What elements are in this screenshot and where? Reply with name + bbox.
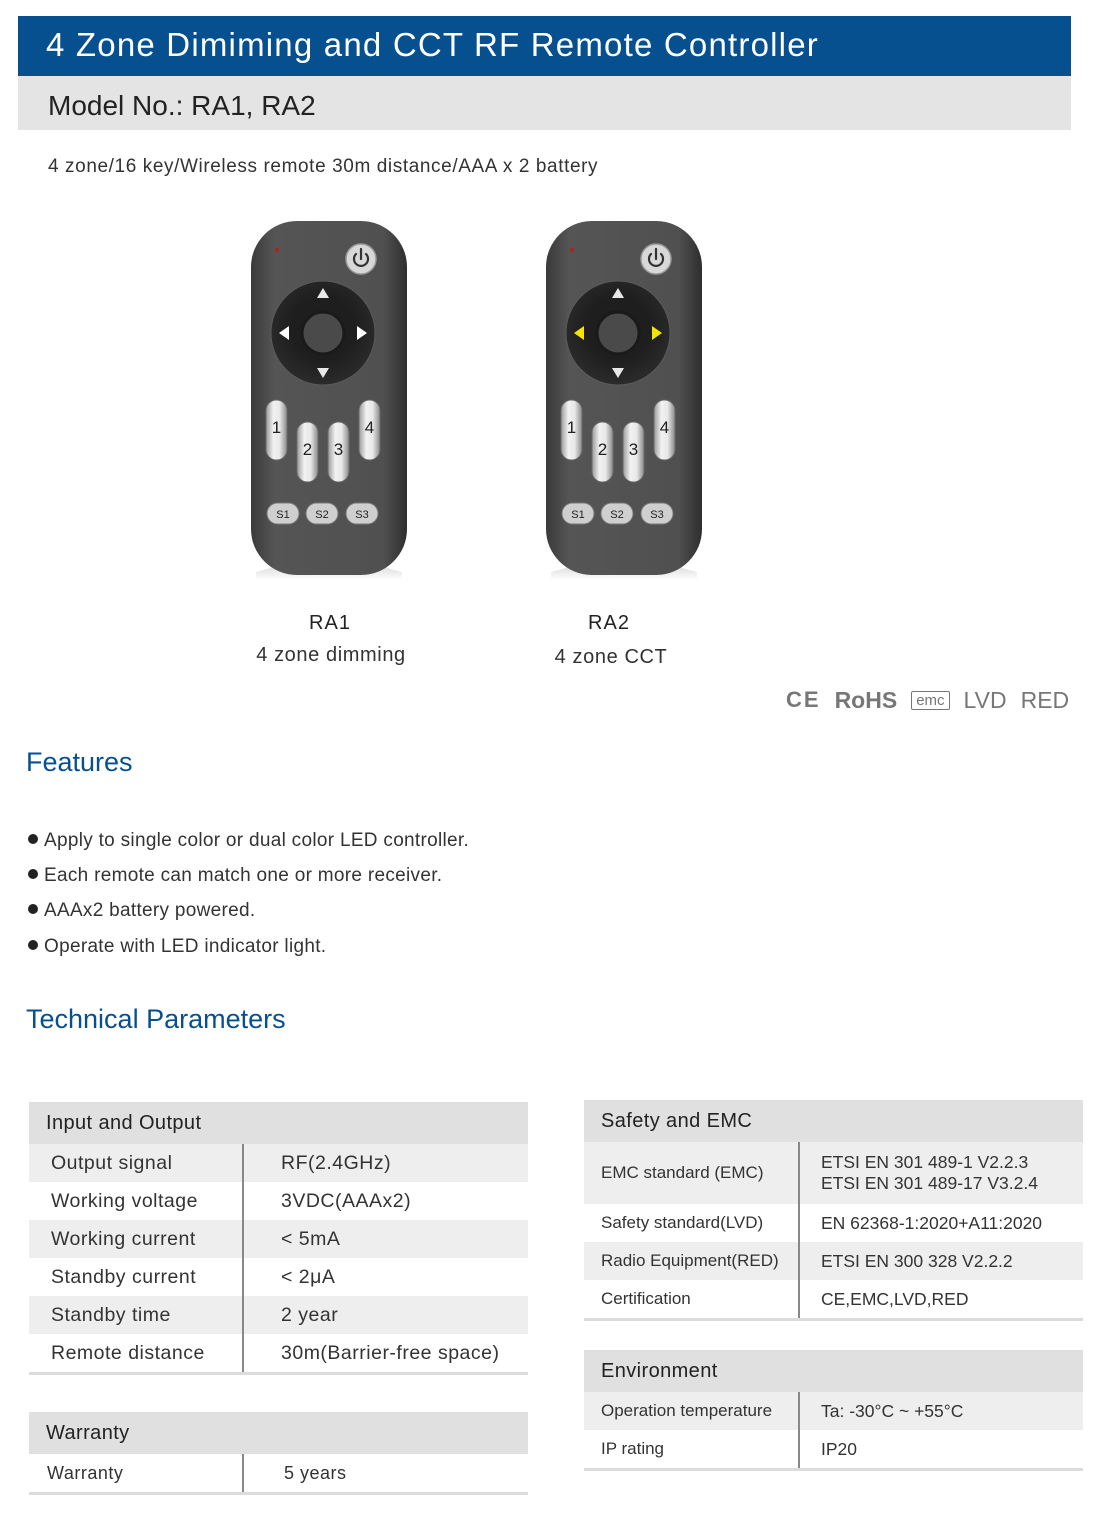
table-row: Operation temperature Ta: -30°C ~ +55°C — [584, 1392, 1083, 1430]
model-number: Model No.: RA1, RA2 — [48, 90, 316, 121]
table-row: Output signal RF(2.4GHz) — [29, 1144, 528, 1182]
ce-mark: CE — [786, 687, 821, 712]
feature-item: AAAx2 battery powered. — [28, 900, 256, 922]
table-row: Safety standard(LVD) EN 62368-1:2020+A11:2020 — [584, 1204, 1083, 1242]
technical-parameters-heading: Technical Parameters — [26, 1004, 286, 1034]
remote-ra2-image — [545, 220, 703, 580]
warranty-table — [29, 1412, 528, 1496]
safety-emc-title: Safety and EMC — [584, 1100, 1083, 1142]
lvd-mark: LVD — [963, 686, 1007, 713]
table-bottom-rule — [584, 1318, 1083, 1321]
zone-key-label: 1 — [566, 418, 577, 437]
remote-svg — [545, 220, 703, 580]
center-button — [597, 312, 639, 354]
led-indicator-icon — [275, 248, 279, 252]
table-row: IP rating IP20 — [584, 1430, 1083, 1468]
table-bottom-rule — [584, 1468, 1083, 1471]
red-mark: RED — [1020, 686, 1070, 713]
scene-key-label: S2 — [315, 509, 329, 521]
zone-key-label: 1 — [271, 418, 282, 437]
table-row: Certification CE,EMC,LVD,RED — [584, 1280, 1083, 1318]
bullet-icon — [28, 904, 38, 914]
bullet-icon — [28, 834, 38, 844]
remote-ra2-description: 4 zone CCT — [554, 646, 668, 668]
zone-key-label: 3 — [628, 440, 639, 459]
bullet-icon — [28, 940, 38, 950]
table-bottom-rule — [29, 1372, 528, 1375]
center-button — [302, 312, 344, 354]
environment-table — [584, 1350, 1083, 1474]
table-bottom-rule — [29, 1492, 528, 1495]
scene-key-label: S1 — [571, 509, 585, 521]
title-bar — [18, 16, 1071, 76]
remote-ra1-name: RA1 — [309, 612, 351, 634]
table-row: EMC standard (EMC) ETSI EN 301 489-1 V2.2.3 ETSI EN 301 489-17 V3.2.4 — [584, 1142, 1083, 1204]
column-divider — [798, 1392, 800, 1468]
safety-emc-table — [584, 1100, 1083, 1324]
feature-item: Apply to single color or dual color LED controller. — [28, 830, 469, 852]
features-heading: Features — [26, 747, 133, 777]
table-row: Standby current < 2μA — [29, 1258, 528, 1296]
feature-item: Operate with LED indicator light. — [28, 936, 326, 958]
zone-key-label: 3 — [333, 440, 344, 459]
certification-marks — [786, 684, 1069, 716]
table-row: Radio Equipment(RED) ETSI EN 300 328 V2.2.2 — [584, 1242, 1083, 1280]
scene-key-label: S3 — [355, 509, 369, 521]
product-summary: 4 zone/16 key/Wireless remote 30m distance/AAA x 2 battery — [48, 156, 599, 177]
table-row: Warranty 5 years — [29, 1454, 528, 1492]
environment-title: Environment — [584, 1350, 1083, 1392]
zone-key-label: 2 — [597, 440, 608, 459]
column-divider — [242, 1454, 244, 1494]
column-divider — [242, 1144, 244, 1372]
remote-ra2-name: RA2 — [588, 612, 630, 634]
page-title: 4 Zone Dimiming and CCT RF Remote Controller — [46, 26, 819, 63]
remote-ra1-description: 4 zone dimming — [256, 644, 406, 666]
input-output-title: Input and Output — [29, 1102, 528, 1144]
scene-key-label: S2 — [610, 509, 624, 521]
bullet-icon — [28, 869, 38, 879]
remote-ra1-image — [250, 220, 408, 580]
input-output-table — [29, 1102, 528, 1376]
scene-key-label: S1 — [276, 509, 290, 521]
scene-key-label: S3 — [650, 509, 664, 521]
table-row: Remote distance 30m(Barrier-free space) — [29, 1334, 528, 1372]
led-indicator-icon — [570, 248, 574, 252]
table-row: Working voltage 3VDC(AAAx2) — [29, 1182, 528, 1220]
zone-key-label: 4 — [659, 418, 670, 437]
table-row: Working current < 5mA — [29, 1220, 528, 1258]
remote-svg — [250, 220, 408, 580]
model-bar — [18, 76, 1071, 130]
emc-mark: emc — [911, 691, 949, 710]
rohs-mark: RoHS — [834, 686, 898, 713]
table-row: Standby time 2 year — [29, 1296, 528, 1334]
warranty-title: Warranty — [29, 1412, 528, 1454]
zone-key-label: 4 — [364, 418, 375, 437]
zone-key-label: 2 — [302, 440, 313, 459]
column-divider — [798, 1142, 800, 1318]
feature-item: Each remote can match one or more receiver. — [28, 865, 442, 887]
